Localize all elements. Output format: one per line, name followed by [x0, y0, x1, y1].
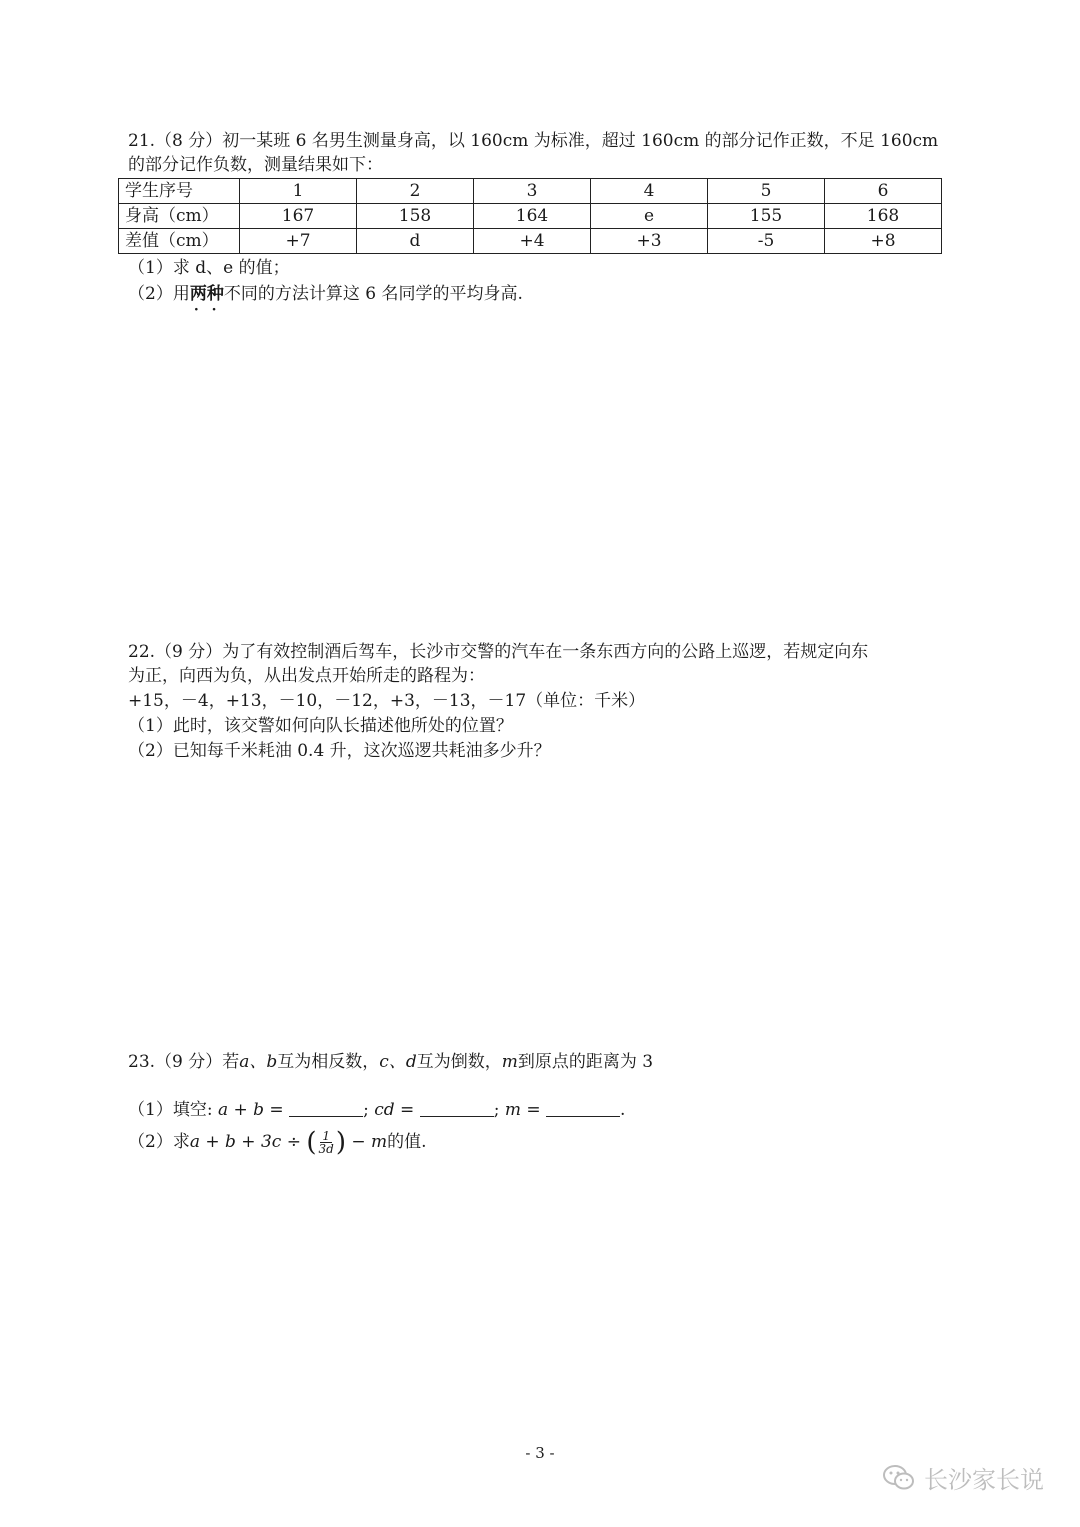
fraction — [319, 1130, 334, 1155]
q21-part2-emphasis: 两种 · · — [190, 284, 224, 304]
watermark-text: 长沙家长说 — [924, 1466, 1044, 1494]
q23-part1-ab: a + b = — [217, 1100, 284, 1120]
cell-diff-4: +3 — [591, 229, 708, 254]
q23-part2-label: （2）求 — [128, 1132, 190, 1152]
q23-line1 — [128, 1050, 653, 1074]
table-row — [119, 179, 942, 204]
row-header-diff: 差值（cm） — [119, 229, 240, 254]
cell-height-4: e — [591, 204, 708, 229]
q21-part2-pre: （2）用 — [128, 284, 190, 304]
q21-part1: （1）求 d、e 的值； — [128, 258, 290, 278]
cell-diff-6: +8 — [825, 229, 942, 254]
q21-part2-post: 不同的方法计算这 6 名同学的平均身高. — [223, 284, 523, 304]
table-row — [119, 204, 942, 229]
cell-height-1: 167 — [240, 204, 357, 229]
q23-text3: 到原点的距离为 3 — [517, 1052, 654, 1072]
q23-part2-expr: a + b + 3c ÷ — [189, 1132, 301, 1152]
cell-id-3: 3 — [474, 179, 591, 204]
q22-part1: （1）此时，该交警如何向队长描述他所处的位置？ — [128, 716, 513, 736]
watermark — [882, 1460, 1044, 1495]
q21-line1: 21.（8 分）初一某班 6 名男生测量身高，以 160cm 为标准，超过 160cm 的部分记作正数，不足 160cm — [128, 131, 939, 151]
left-paren: ( — [306, 1127, 317, 1158]
q23-part1 — [128, 1098, 625, 1122]
q23-text1: 互为相反数， — [277, 1052, 380, 1072]
cell-height-5: 155 — [708, 204, 825, 229]
cell-height-2: 158 — [357, 204, 474, 229]
cell-height-6: 168 — [825, 204, 942, 229]
q23-part1-sep1: ; — [363, 1100, 369, 1120]
q22-line2: 为正，向西为负，从出发点开始所走的路程为： — [128, 666, 485, 686]
q23-text2: 互为倒数， — [416, 1052, 502, 1072]
q23-cd: c、d — [379, 1052, 417, 1072]
q23-part2 — [128, 1125, 427, 1160]
q23-part1-end: . — [620, 1100, 626, 1120]
cell-id-5: 5 — [708, 179, 825, 204]
q22-line3: +15，－4，+13，－10，－12，+3，－13，－17（单位：千米） — [128, 691, 646, 711]
cell-diff-1: +7 — [240, 229, 357, 254]
cell-id-6: 6 — [825, 179, 942, 204]
row-header-height: 身高（cm） — [119, 204, 240, 229]
q23-part1-sep2: ; — [493, 1100, 500, 1120]
cell-height-3: 164 — [474, 204, 591, 229]
cell-diff-2: d — [357, 229, 474, 254]
cell-id-1: 1 — [240, 179, 357, 204]
q23-ab: a、b — [239, 1052, 278, 1072]
height-table — [118, 178, 942, 254]
q22-part2: （2）已知每千米耗油 0.4 升，这次巡逻共耗油多少升？ — [128, 741, 551, 761]
right-paren: ) — [335, 1127, 346, 1158]
answer-blank-cd[interactable] — [420, 1100, 494, 1117]
fraction-denominator: 3d — [318, 1142, 334, 1156]
q23-part1-label: （1）填空: — [128, 1100, 213, 1120]
q21-line2: 的部分记作负数，测量结果如下： — [128, 155, 383, 175]
cell-diff-3: +4 — [474, 229, 591, 254]
table-row — [119, 229, 942, 254]
cell-id-4: 4 — [591, 179, 708, 204]
q22-line1: 22.（9 分）为了有效控制酒后驾车，长沙市交警的汽车在一条东西方向的公路上巡逻，若规定向东 — [128, 642, 869, 662]
cell-diff-5: -5 — [708, 229, 825, 254]
q23-part1-m: m = — [504, 1100, 541, 1120]
fraction-numerator: 1 — [322, 1129, 330, 1143]
q23-number: 23.（9 分）若 — [128, 1052, 240, 1072]
q23-m: m — [501, 1052, 518, 1072]
page-number: - 3 - — [525, 1444, 555, 1462]
q23-part1-cd: cd = — [374, 1100, 415, 1120]
wechat-icon — [882, 1463, 916, 1493]
q23-part2-end: 的值. — [387, 1132, 427, 1152]
cell-id-2: 2 — [357, 179, 474, 204]
row-header-id: 学生序号 — [119, 179, 240, 204]
q21-part2 — [128, 282, 523, 306]
answer-blank-m[interactable] — [546, 1100, 620, 1117]
q23-part2-minus: − m — [351, 1132, 388, 1152]
answer-blank-ab[interactable] — [289, 1100, 363, 1117]
